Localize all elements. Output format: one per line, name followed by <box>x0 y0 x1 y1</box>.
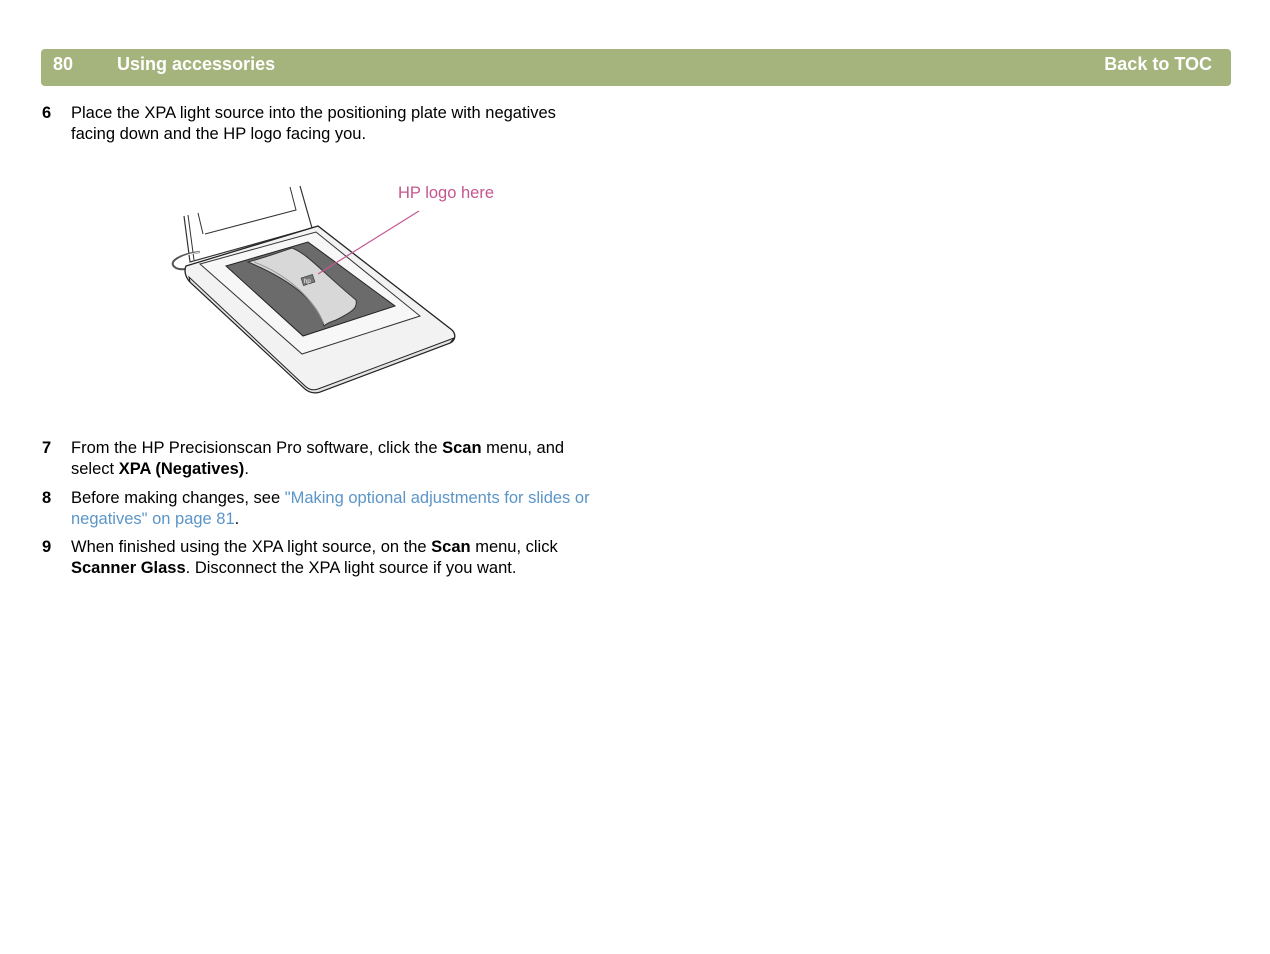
step-text <box>71 438 602 480</box>
step-text-part: menu, click <box>470 538 558 556</box>
scan-menu-term: Scan <box>431 538 471 556</box>
step-number: 9 <box>42 538 52 556</box>
hp-logo-callout: HP logo here <box>398 184 495 202</box>
step-text-part: . Disconnect the XPA light source if you want. <box>185 559 517 577</box>
step-7 <box>42 438 602 480</box>
step-text-part: menu, and select <box>71 439 565 478</box>
step-text-part: . <box>244 460 249 478</box>
step-8 <box>42 488 602 530</box>
step-text-part: Before making changes, see <box>71 489 285 507</box>
step-number: 8 <box>42 489 52 507</box>
step-6 <box>42 103 602 145</box>
step-number: 6 <box>42 104 52 122</box>
back-to-toc-link[interactable]: Back to TOC <box>1104 54 1212 74</box>
step-text: Place the XPA light source into the positioning plate with negatives facing down and the HP logo facing you. <box>71 104 556 143</box>
step-9 <box>42 537 602 579</box>
optional-adjustments-link[interactable]: "Making optional adjustments for slides or negatives" on page 81 <box>71 489 590 528</box>
step-text-part: When finished using the XPA light source, on the <box>71 538 432 556</box>
scanner-glass-term: Scanner Glass <box>71 559 186 577</box>
step-text-part: . <box>234 510 240 528</box>
xpa-negatives-term: XPA (Negatives) <box>118 460 245 478</box>
page-number: 80 <box>53 54 74 74</box>
scan-menu-term: Scan <box>442 439 482 457</box>
section-title: Using accessories <box>117 54 276 74</box>
step-text-part: From the HP Precisionscan Pro software, click the <box>71 439 443 457</box>
step-text <box>71 537 602 579</box>
scanner-illustration <box>165 178 510 400</box>
hp-logo-text: hp <box>304 279 311 285</box>
header-bar <box>41 49 1231 86</box>
step-text <box>71 488 602 530</box>
step-number: 7 <box>42 439 52 457</box>
